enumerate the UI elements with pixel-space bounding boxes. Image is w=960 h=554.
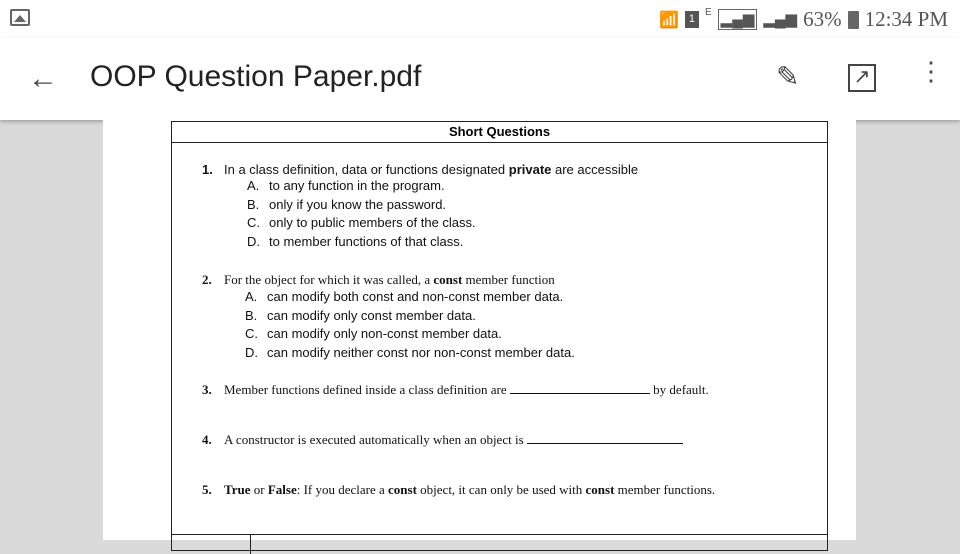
back-arrow-icon[interactable]: ← <box>28 62 58 95</box>
option: C. can modify only non-const member data. <box>245 326 502 341</box>
option: A. can modify both const and non-const member data. <box>245 289 564 304</box>
battery-icon <box>848 11 859 29</box>
document-title: OOP Question Paper.pdf <box>90 60 422 93</box>
question-1: 1. In a class definition, data or functions designated private are accessible A. to any function in the program. B. only if you know the password. C. only to public members of the class. D. to member functions of that class. <box>202 162 638 251</box>
open-external-icon[interactable]: ↗ <box>848 64 876 92</box>
answer-blank <box>527 434 683 444</box>
sim-icon: 1 <box>685 11 699 28</box>
option: D. can modify neither const nor non-const member data. <box>245 344 575 360</box>
pdf-page[interactable] <box>103 120 856 540</box>
edit-pencil-icon[interactable]: ✎ <box>776 61 800 92</box>
signal-icon-2: ▂▄▆ <box>763 12 798 28</box>
option: B. can modify only const member data. <box>245 307 476 323</box>
question-5: 5. True or False: If you declare a const object, it can only be used with const member functions. <box>202 482 716 497</box>
image-notification-icon <box>10 9 30 26</box>
wifi-icon: 📶 <box>659 11 679 29</box>
more-options-icon[interactable]: ⋮ <box>918 56 944 86</box>
signal-icon: ▂▄▆ <box>718 9 758 30</box>
network-type: E <box>704 7 712 18</box>
battery-percent: 63% <box>803 7 842 31</box>
option: B. only if you know the password. <box>247 196 447 212</box>
option: A. to any function in the program. <box>247 178 445 193</box>
section-title: Short Questions <box>172 122 827 143</box>
table-divider <box>172 534 827 535</box>
question-2: 2. For the object for which it was called, a const member function A. can modify both const and non-const member data. B. can modify only const member data. C. can modify only non-const member data. D. can modify neither const nor non-const member data. <box>202 272 575 362</box>
option: D. to member functions of that class. <box>247 233 464 249</box>
question-4: 4. A constructor is executed automatically when an object is <box>202 432 683 448</box>
answer-blank <box>510 384 650 394</box>
questions-table <box>171 121 828 551</box>
question-3: 3. Member functions defined inside a class definition are by default. <box>202 382 709 397</box>
option: C. only to public members of the class. <box>247 215 476 230</box>
table-divider <box>250 534 251 554</box>
app-bar <box>0 38 960 120</box>
status-bar <box>0 0 960 38</box>
clock: 12:34 PM <box>864 7 948 31</box>
